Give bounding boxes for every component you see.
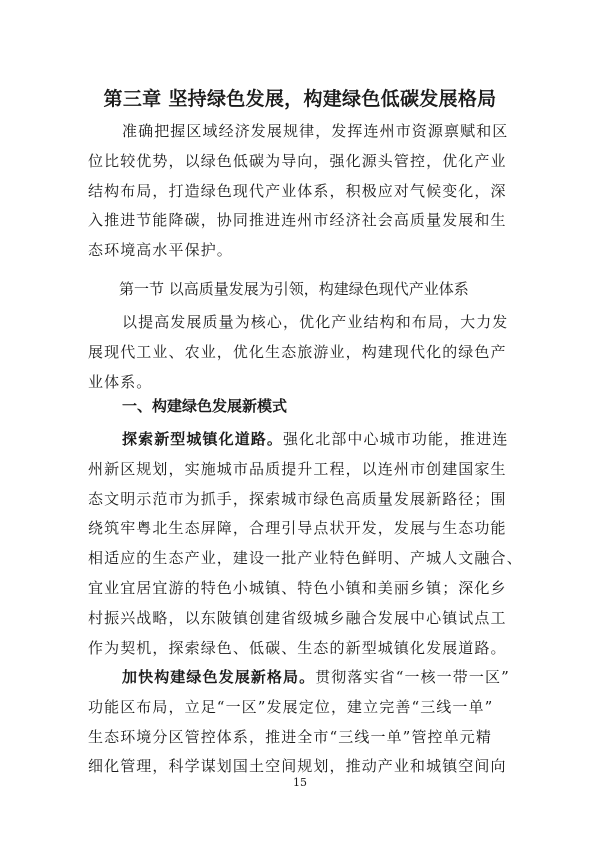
text-line: 态文明示范市为抓手，探索城市绿色高质量发展新路径；围 xyxy=(88,489,507,508)
text-line: 结构布局，打造绿色现代产业体系，积极应对气候变化，深 xyxy=(88,181,507,200)
text-line xyxy=(88,425,520,455)
text-line: 相适应的生态产业，建设一批产业特色鲜明、产城人文融合、 xyxy=(88,549,523,568)
text-line: 位比较优势，以绿色低碳为导向，强化源头管控，优化产业 xyxy=(88,151,507,170)
paragraph-lead: 加快构建绿色发展新格局。 xyxy=(122,668,316,686)
text-fragment: 强化北部中心城市功能，推进连 xyxy=(283,430,509,448)
text-line: 绕筑牢粤北生态屏障，合理引导点状开发，发展与生态功能 xyxy=(88,519,507,538)
text-line: 功能区布局，立足“一区”发展定位，建立完善“三线一单” xyxy=(88,697,494,716)
text-line: 态环境高水平保护。 xyxy=(88,241,233,260)
text-line: 细化管理，科学谋划国土空间规划，推动产业和城镇空间向 xyxy=(88,757,507,776)
text-line: 作为契机，探索绿色、低碳、生态的新型城镇化发展道路。 xyxy=(88,638,507,657)
new-urbanization-paragraph xyxy=(88,425,523,663)
paragraph-lead: 探索新型城镇化道路。 xyxy=(122,430,284,448)
text-line: 州新区规划，实施城市品质提升工程，以连州市创建国家生 xyxy=(88,459,507,478)
green-pattern-paragraph xyxy=(88,663,520,782)
text-fragment: 贯彻落实省“一核一带一区” xyxy=(315,668,510,686)
text-line: 村振兴战略，以东陂镇创建省级城乡融合发展中心镇试点工 xyxy=(88,608,507,627)
page-number: 15 xyxy=(293,776,307,789)
text-line: 业体系。 xyxy=(88,372,153,391)
subsection-title: 一、构建绿色发展新模式 xyxy=(122,397,288,415)
text-line: 生态环境分区管控体系，推进全市“三线一单”管控单元精 xyxy=(88,727,492,746)
section-title: 第一节 以高质量发展为引领，构建绿色现代产业体系 xyxy=(119,280,469,298)
text-line xyxy=(88,663,520,693)
text-line: 入推进节能降碳，协同推进连州市经济社会高质量发展和生 xyxy=(88,211,507,230)
chapter-title: 第三章 坚持绿色发展，构建绿色低碳发展格局 xyxy=(103,88,497,110)
section-intro-paragraph xyxy=(88,308,520,397)
text-line: 以提高发展质量为核心，优化产业结构和布局，大力发 xyxy=(122,313,509,331)
text-line: 准确把握区域经济发展规律，发挥连州市资源禀赋和区 xyxy=(122,122,509,140)
text-line: 宜业宜居宜游的特色小城镇、特色小镇和美丽乡镇；深化乡 xyxy=(88,578,507,597)
chapter-intro-paragraph xyxy=(88,117,520,266)
text-line: 展现代工业、农业，优化生态旅游业，构建现代化的绿色产 xyxy=(88,342,507,361)
